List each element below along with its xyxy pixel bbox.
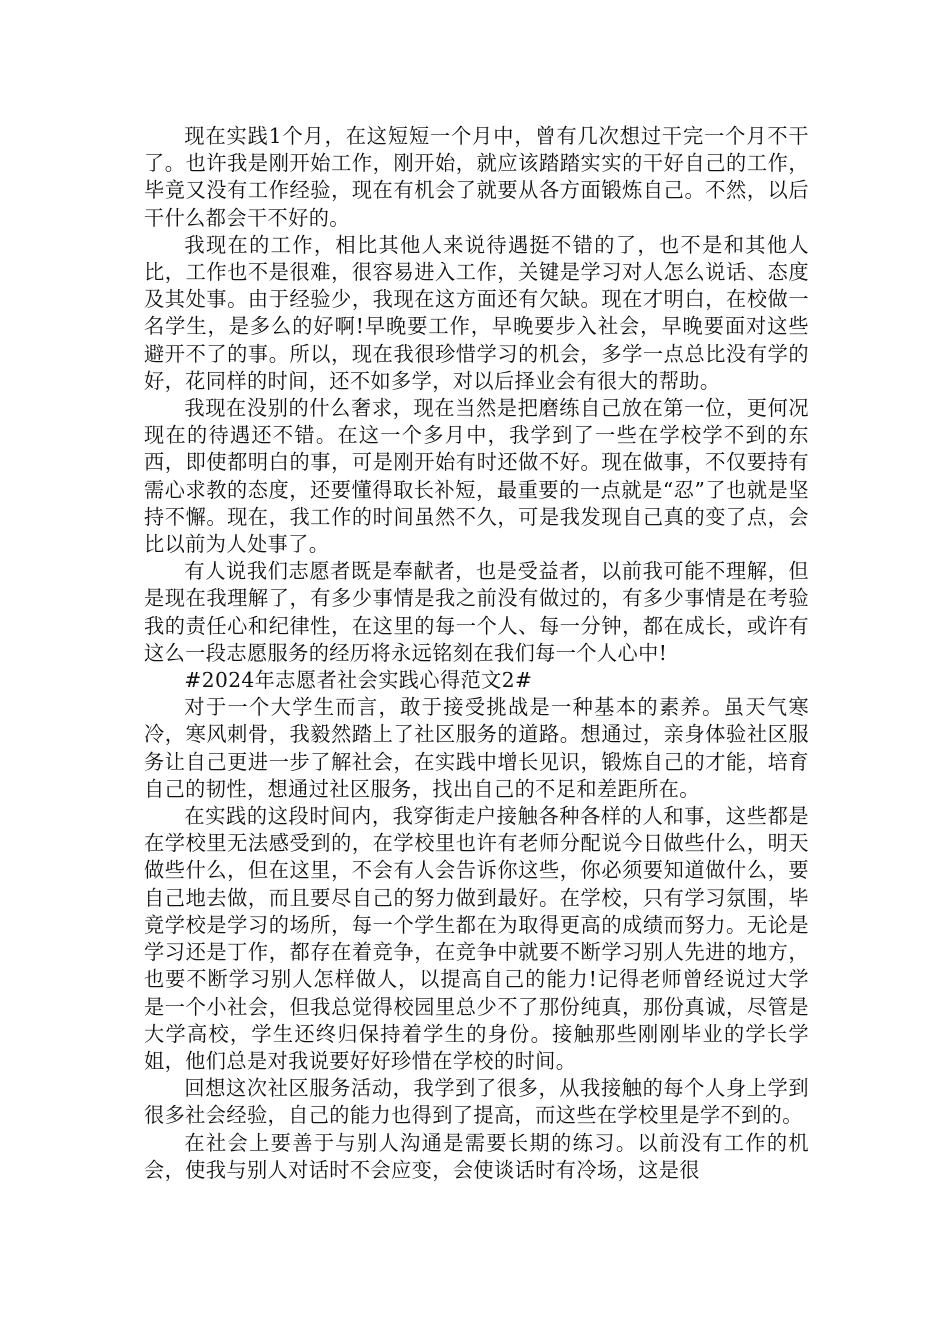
paragraph: 我现在的工作，相比其他人来说待遇挺不错的了，也不是和其他人比，工作也不是很难，很容易进入工作，关键是学习对人怎么说话、态度及其处事。由于经验少，我现在这方面还有欠缺。现在才明白，在校做一名学生，是多么的好啊!早晚要工作，早晚要步入社会，早晚要面对这些避开不了的事。所以，现在我很珍惜学习的机会，多学一点总比没有学的好，花同样的时间，还不如多学，对以后择业会有很大的帮助。 [144, 232, 809, 393]
paragraph: 对于一个大学生而言，敢于接受挑战是一种基本的素养。虽天气寒冷，寒风刺骨，我毅然踏上了社区服务的道路。想通过，亲身体验社区服务让自己更进一步了解社会，在实践中增长见识，锻炼自己的才能，培育自己的韧性，想通过社区服务，找出自己的不足和差距所在。 [144, 695, 809, 801]
paragraph: 现在实践1个月，在这短短一个月中，曾有几次想过干完一个月不干了。也许我是刚开始工作，刚开始，就应该踏踏实实的干好自己的工作，毕竟又没有工作经验，现在有机会了就要从各方面锻炼自己。不然，以后干什么都会干不好的。 [144, 124, 809, 230]
document-body [144, 123, 809, 1184]
paragraph: 在实践的这段时间内，我穿街走户接触各种各样的人和事，这些都是在学校里无法感受到的，在学校里也许有老师分配说今日做些什么，明天做些什么，但在这里，不会有人会告诉你这些，你必须要知道做什么，要自己地去做，而且要尽自己的努力做到最好。在学校，只有学习氛围，毕竟学校是学习的场所，每一个学生都在为取得更高的成绩而努力。无论是学习还是丁作，都存在着竞争，在竞争中就要不断学习别人先进的地方，也要不断学习别人怎样做人，以提高自己的能力!记得老师曾经说过大学是一个小社会，但我总觉得校园里总少不了那份纯真，那份真诚，尽管是大学高校，学生还终归保持着学生的身份。接触那些刚刚毕业的学长学姐，他们总是对我说要好好珍惜在学校的时间。 [144, 804, 809, 1073]
paragraph: 我现在没别的什么奢求，现在当然是把磨练自己放在第一位，更何况现在的待遇还不错。在这一个多月中，我学到了一些在学校学不到的东西，即使都明白的事，可是刚开始有时还做不好。现在做事，不仅要持有需心求教的态度，还要懂得取长补短，最重要的一点就是“忍”了也就是坚持不懈。现在，我工作的时间虽然不久，可是我发现自己真的变了点，会比以前为人处事了。 [144, 396, 809, 557]
paragraph: 回想这次社区服务活动，我学到了很多，从我接触的每个人身上学到很多社会经验，自己的能力也得到了提高，而这些在学校里是学不到的。 [144, 1076, 809, 1128]
paragraph: 有人说我们志愿者既是奉献者，也是受益者，以前我可能不理解，但是现在我理解了，有多少事情是我之前没有做过的，有多少事情是在考验我的责任心和纪律性，在这里的每一个人、每一分钟，都在成长，或许有这么一段志愿服务的经历将永远铭刻在我们每一个人心中! [144, 559, 809, 665]
section-heading: #2024年志愿者社会实践心得范文2# [184, 668, 533, 693]
paragraph: 在社会上要善于与别人沟通是需要长期的练习。以前没有工作的机会，使我与别人对话时不会应变，会使谈话时有冷场，这是很 [144, 1130, 809, 1182]
